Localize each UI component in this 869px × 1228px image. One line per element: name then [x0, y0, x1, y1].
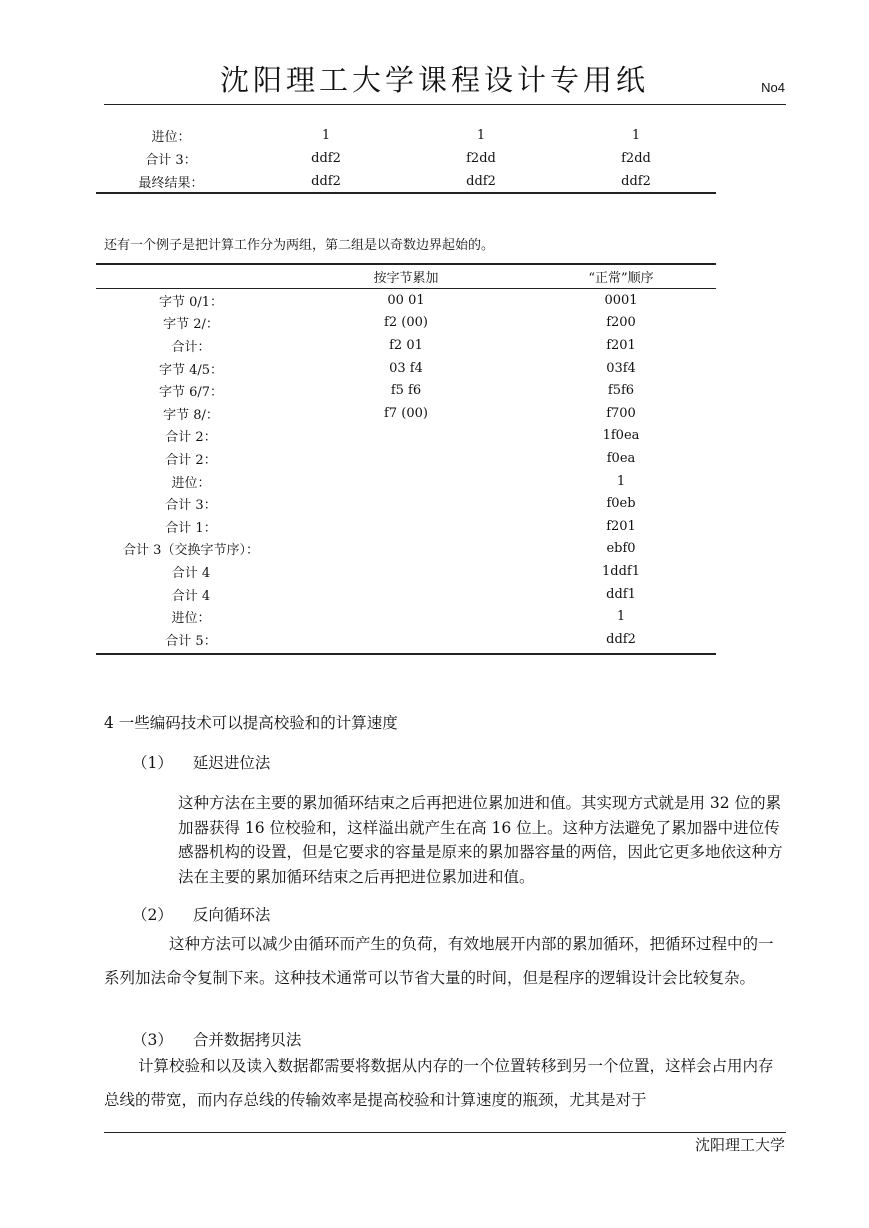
- table-cell: 合计 2：: [165, 452, 217, 468]
- table-row: [96, 560, 716, 583]
- subsection-title: 延迟进位法: [192, 754, 271, 772]
- table-cell: 合计 3（交换字节序）：: [123, 543, 259, 559]
- footer-text: 沈阳理工大学: [694, 1136, 785, 1154]
- table-cell: 最终结果：: [138, 176, 204, 191]
- table-cell: 字节 4/5：: [158, 362, 224, 378]
- table-row: [96, 170, 716, 193]
- table-row: [96, 605, 716, 628]
- subsection-heading: [132, 751, 270, 773]
- table-cell: ddf2: [621, 174, 651, 189]
- table-cell: 1: [476, 128, 486, 143]
- table-cell: 字节 6/7：: [158, 385, 224, 401]
- table-row: [96, 470, 716, 493]
- table-cell: [286, 515, 526, 538]
- table-cell: 合计 3：: [145, 153, 197, 168]
- table-cell: f2dd: [621, 151, 651, 166]
- table-row: [96, 425, 716, 448]
- table-cell: 进位：: [171, 475, 211, 491]
- table-cell: 1f0ea: [602, 428, 640, 444]
- table-row: [96, 357, 716, 380]
- table-cell: [286, 470, 526, 493]
- table-row: [96, 583, 716, 606]
- table-cell: [286, 628, 526, 651]
- table-checksum-example: [96, 264, 716, 651]
- subsection-heading: [132, 1028, 301, 1050]
- table-cell: 合计 4: [171, 565, 211, 581]
- table-cell: [286, 605, 526, 628]
- paragraph: 这种方法可以减少由循环而产生的负荷，有效地展开内部的累加循环，把循环过程中的一系列加法命令复制下来。这种技术通常可以节省大量的时间，但是程序的逻辑设计会比较复杂。: [104, 935, 774, 987]
- subsection-number: （3）: [132, 1031, 173, 1049]
- table-row: [96, 492, 716, 515]
- table-cell: [286, 425, 526, 448]
- table-cell: [286, 492, 526, 515]
- table2-bottom-rule: [96, 653, 716, 655]
- table-cell: [286, 538, 526, 561]
- table-cell: f7 (00): [384, 405, 428, 421]
- page-number: No4: [761, 80, 785, 95]
- table-cell: [286, 560, 526, 583]
- intro-text: 还有一个例子是把计算工作分为两组，第二组是以奇数边界起始的。: [104, 238, 495, 253]
- table-cell: 合计：: [171, 339, 211, 355]
- table-cell: 字节 0/1：: [158, 294, 224, 310]
- table-cell: 1: [631, 128, 641, 143]
- table-cell: [286, 583, 526, 606]
- table-cell: 03 f4: [389, 360, 423, 376]
- subsection-title: 反向循环法: [192, 906, 271, 924]
- table-cell: 字节 8/：: [163, 407, 219, 423]
- column-header: [96, 264, 286, 289]
- table-cell: 00 01: [387, 292, 425, 308]
- page-title: 沈阳理工大学课程设计专用纸: [219, 63, 649, 97]
- footer-rule: [104, 1132, 786, 1133]
- header-rule: [104, 104, 786, 105]
- table-row: [96, 628, 716, 651]
- table-cell: ddf2: [606, 631, 636, 647]
- table-cell: f2dd: [466, 151, 496, 166]
- table-cell: f2 (00): [384, 315, 428, 331]
- table-header-row: [96, 264, 716, 289]
- table-row: [96, 538, 716, 561]
- column-header: “正常”顺序: [526, 264, 716, 289]
- table-cell: f5 f6: [390, 383, 422, 399]
- table-cell: f0ea: [606, 450, 636, 466]
- table-cell: f201: [606, 337, 636, 353]
- table-row: [96, 447, 716, 470]
- table-row: [96, 402, 716, 425]
- table-cell: 合计 5：: [165, 633, 217, 649]
- table-cell: 1ddf1: [602, 563, 640, 579]
- subsection-number: （2）: [132, 906, 173, 924]
- table-cell: 03f4: [606, 360, 636, 376]
- table-cell: f5f6: [607, 383, 635, 399]
- paragraph: 这种方法在主要的累加循环结束之后再把进位累加进和值。其实现方式就是用 32 位的累加器获得 16 位校验和，这样溢出就产生在高 16 位上。这种方法避免了累加器中进位传感器机构的设置，但是它要求的容量是原来的累加器容量的两倍，因此它更多地依这种方法在主要的累加循环结束之后再把进位累加进和值。: [178, 794, 783, 886]
- table-cell: 合计 2：: [165, 430, 217, 446]
- table-cell: f700: [606, 405, 636, 421]
- table-cell: [286, 447, 526, 470]
- table-cell: f200: [606, 315, 636, 331]
- table-cell: 0001: [604, 292, 638, 308]
- table-cell: 合计 4: [171, 588, 211, 604]
- subsection-heading: [132, 903, 270, 925]
- section-heading: 4 一些编码技术可以提高校验和的计算速度: [104, 714, 398, 732]
- table-cell: 字节 2/：: [163, 317, 219, 333]
- column-header: 按字节累加: [286, 264, 526, 289]
- table-row: [96, 312, 716, 335]
- paragraph: 计算校验和以及读入数据都需要将数据从内存的一个位置转移到另一个位置，这样会占用内存总线的带宽，而内存总线的传输效率是提高校验和计算速度的瓶颈，尤其是对于: [104, 1057, 774, 1109]
- table-cell: 合计 1：: [165, 520, 217, 536]
- table-cell: 合计 3：: [165, 498, 217, 514]
- table-cell: 1: [616, 609, 626, 625]
- table-cell: 1: [321, 128, 331, 143]
- table-row: [96, 334, 716, 357]
- table-cell: f201: [606, 518, 636, 534]
- table-row: [96, 289, 716, 312]
- table-row: [96, 147, 716, 170]
- table-continued: [96, 124, 716, 193]
- table-cell: 进位：: [151, 130, 191, 145]
- table-row: [96, 124, 716, 147]
- table1-bottom-rule: [96, 192, 716, 194]
- table-cell: ddf2: [466, 174, 496, 189]
- table-row: [96, 379, 716, 402]
- table-cell: 进位：: [171, 611, 211, 627]
- table-cell: f0eb: [606, 496, 636, 512]
- subsection-title: 合并数据拷贝法: [192, 1031, 302, 1049]
- table-cell: 1: [616, 473, 626, 489]
- table-cell: ddf1: [606, 586, 636, 602]
- table-row: [96, 515, 716, 538]
- table-cell: ddf2: [311, 174, 341, 189]
- table-cell: ebf0: [606, 541, 636, 557]
- table-cell: f2 01: [389, 337, 423, 353]
- subsection-number: （1）: [132, 754, 173, 772]
- table-cell: ddf2: [311, 151, 341, 166]
